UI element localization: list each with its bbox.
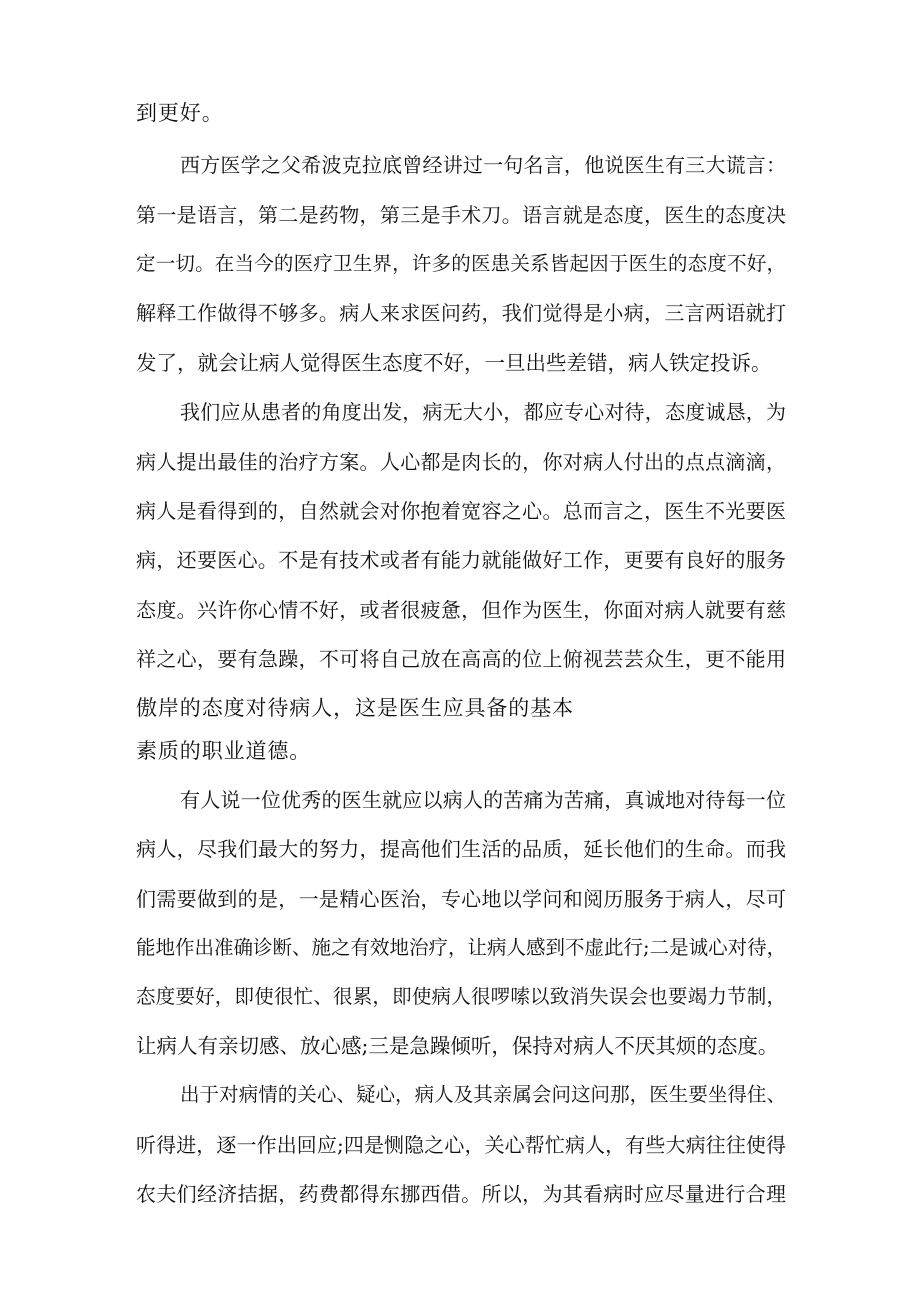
text-line: 定一切。在当今的医疗卫生界，许多的医患关系皆起因于医生的态度不好， [136,252,786,275]
text-line: 听得进，逐一作出回应;四是恻隐之心，关心帮忙病人，有些大病往往使得 [136,1133,786,1157]
text-line: 祥之心，要有急躁，不可将自己放在高高的位上俯视芸芸众生，更不能用 [136,647,786,671]
text-line: 素质的职业道德。 [136,739,312,763]
text-line: 态度要好，即使很忙、很累，即使病人很啰嗦以致消失误会也要竭力节制， [136,985,786,1008]
text-line: 能地作出准确诊断、施之有效地治疗，让病人感到不虚此行;二是诚心对待， [136,936,787,959]
text-line: 第一是语言，第二是药物，第三是手术刀。语言就是态度，医生的态度决 [136,203,786,227]
text-line: 出于对病情的关心、疑心，病人及其亲属会问这问那，医生要坐得住、 [180,1083,786,1106]
text-line: 西方医学之父希波克拉底曾经讲过一句名言，他说医生有三大谎言： [180,153,786,177]
text-line: 傲岸的态度对待病人，这是医生应具备的基本 [136,696,574,720]
text-line: 解释工作做得不够多。病人来求医问药，我们觉得是小病，三言两语就打 [136,301,786,325]
text-line: 病，还要医心。不是有技术或者有能力就能做好工作，更要有良好的服务 [136,548,786,572]
text-line: 病人提出最佳的治疗方案。人心都是肉长的，你对病人付出的点点滴滴， [136,450,786,474]
text-line: 发了，就会让病人觉得医生态度不好，一旦出些差错，病人铁定投诉。 [136,351,772,375]
text-line: 病人，尽我们最大的努力，提高他们生活的品质，延长他们的生命。而我 [136,837,786,861]
text-line: 病人是看得到的，自然就会对你抱着宽容之心。总而言之，医生不光要医 [136,499,786,523]
text-line: 态度。兴许你心情不好，或者很疲惫，但作为医生，你面对病人就要有慈 [136,598,786,622]
text-line: 有人说一位优秀的医生就应以病人的苦痛为苦痛，真诚地对待每一位 [180,788,786,812]
text-line: 农夫们经济拮据，药费都得东挪西借。所以，为其看病时应尽量进行合理 [136,1182,786,1206]
text-line: 到更好。 [136,101,224,125]
text-line: 我们应从患者的角度出发，病无大小，都应专心对待，态度诚恳，为 [180,400,786,424]
text-line: 让病人有亲切感、放心感;三是急躁倾听，保持对病人不厌其烦的态度。 [136,1034,779,1058]
text-line: 们需要做到的是，一是精心医治，专心地以学问和阅历服务于病人，尽可 [136,887,786,911]
